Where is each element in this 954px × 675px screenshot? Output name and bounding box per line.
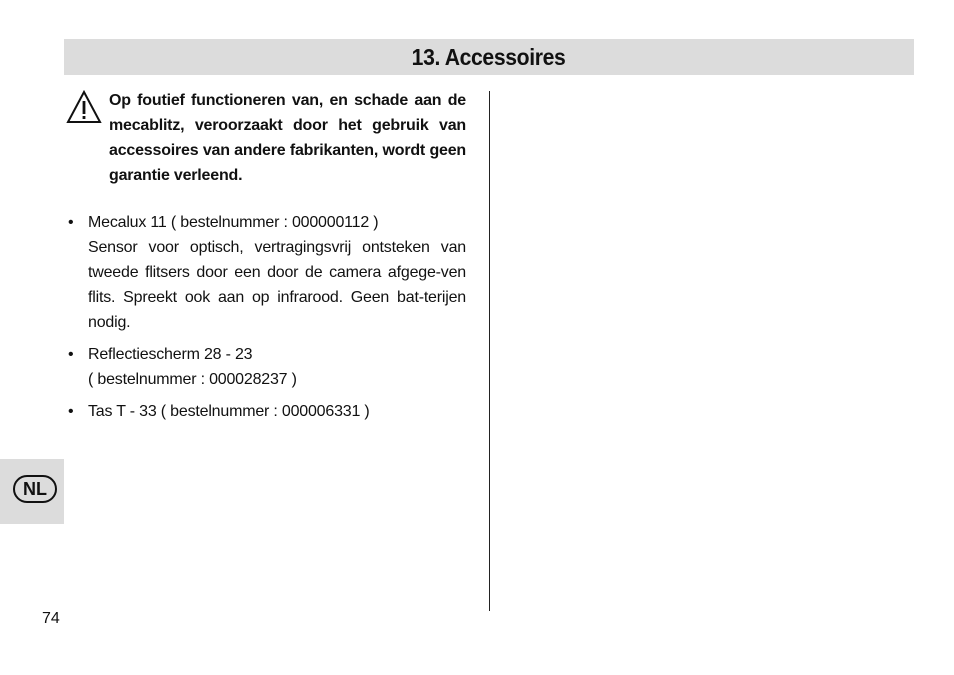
accessory-description: Sensor voor optisch, vertragingsvrij ontsteken van tweede flitsers door een door de camera afgege-ven flits. Spreekt ook aan op infrarood. Geen bat-terijen nodig. bbox=[88, 239, 466, 331]
warning-notice bbox=[66, 88, 466, 188]
accessory-name: Mecalux 11 ( bestelnummer : 000000112 ) bbox=[88, 214, 379, 231]
warning-triangle-icon bbox=[66, 90, 102, 124]
list-item bbox=[66, 399, 466, 424]
section-title: 13. Accessoires bbox=[412, 43, 566, 70]
warning-text: Op foutief functioneren van, en schade aan de mecablitz, veroorzaakt door het gebruik van accessoires van andere fabrikanten, wordt geen garantie verleend. bbox=[109, 92, 466, 184]
list-item bbox=[66, 342, 466, 392]
bullet: • bbox=[68, 214, 74, 231]
language-badge: NL bbox=[13, 475, 57, 503]
bullet: • bbox=[68, 403, 74, 420]
accessory-list bbox=[66, 210, 466, 431]
accessory-name: Reflectiescherm 28 - 23 bbox=[88, 346, 253, 363]
page-number: 74 bbox=[42, 610, 60, 627]
column-divider bbox=[489, 91, 490, 611]
bullet: • bbox=[68, 346, 74, 363]
list-item bbox=[66, 210, 466, 335]
section-header bbox=[64, 39, 914, 75]
accessory-order-number: ( bestelnummer : 000028237 ) bbox=[88, 371, 297, 388]
accessory-name: Tas T - 33 ( bestelnummer : 000006331 ) bbox=[88, 403, 370, 420]
